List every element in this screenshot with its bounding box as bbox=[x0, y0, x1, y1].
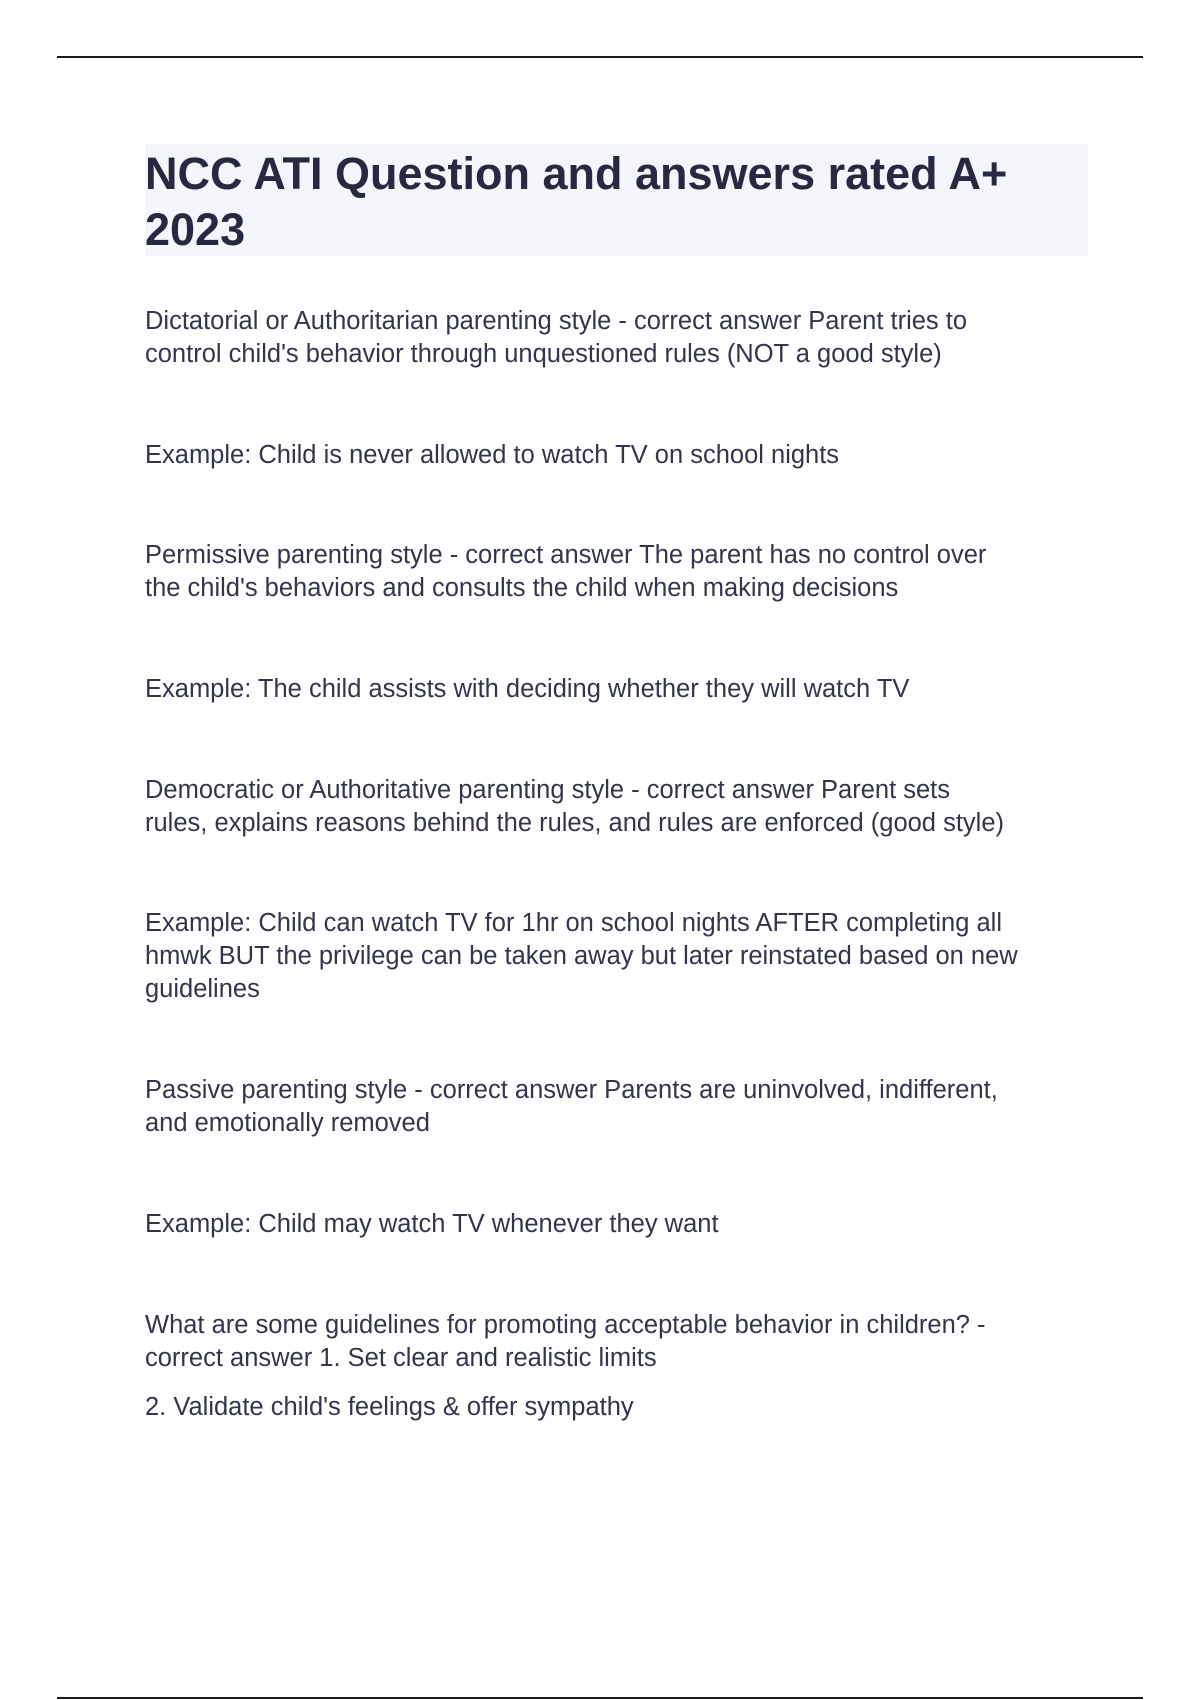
bottom-rule bbox=[57, 1697, 1143, 1699]
top-rule bbox=[57, 56, 1143, 58]
paragraph-guidelines-question: What are some guidelines for promoting acceptable behavior in children? - correct answer 1. Set clear and realistic limits bbox=[145, 1311, 986, 1372]
paragraph-democratic: Democratic or Authoritative parenting style - correct answer Parent sets rules, explains reasons behind the rules, and rules are enforced (good style) bbox=[145, 776, 1004, 837]
paragraph-passive: Passive parenting style - correct answer Parents are uninvolved, indifferent, and emotionally removed bbox=[145, 1076, 998, 1137]
paragraph-authoritarian-example: Example: Child is never allowed to watch TV on school nights bbox=[145, 441, 840, 469]
paragraph-authoritarian: Dictatorial or Authoritarian parenting style - correct answer Parent tries to control child's behavior through unquestioned rules (NOT a good style) bbox=[145, 307, 968, 368]
paragraph-permissive: Permissive parenting style - correct answer The parent has no control over the child's behaviors and consults the child when making decisions bbox=[145, 541, 987, 602]
paragraph-guidelines-item-2: 2. Validate child's feelings & offer sympathy bbox=[145, 1393, 634, 1421]
document-title: NCC ATI Question and answers rated A+ 2023 bbox=[145, 148, 1008, 255]
paragraph-democratic-example: Example: Child can watch TV for 1hr on school nights AFTER completing all hmwk BUT the privilege can be taken away but later reinstated based on new guidelines bbox=[145, 909, 1018, 1003]
paragraph-permissive-example: Example: The child assists with deciding whether they will watch TV bbox=[145, 675, 910, 703]
paragraph-passive-example: Example: Child may watch TV whenever they want bbox=[145, 1210, 719, 1238]
